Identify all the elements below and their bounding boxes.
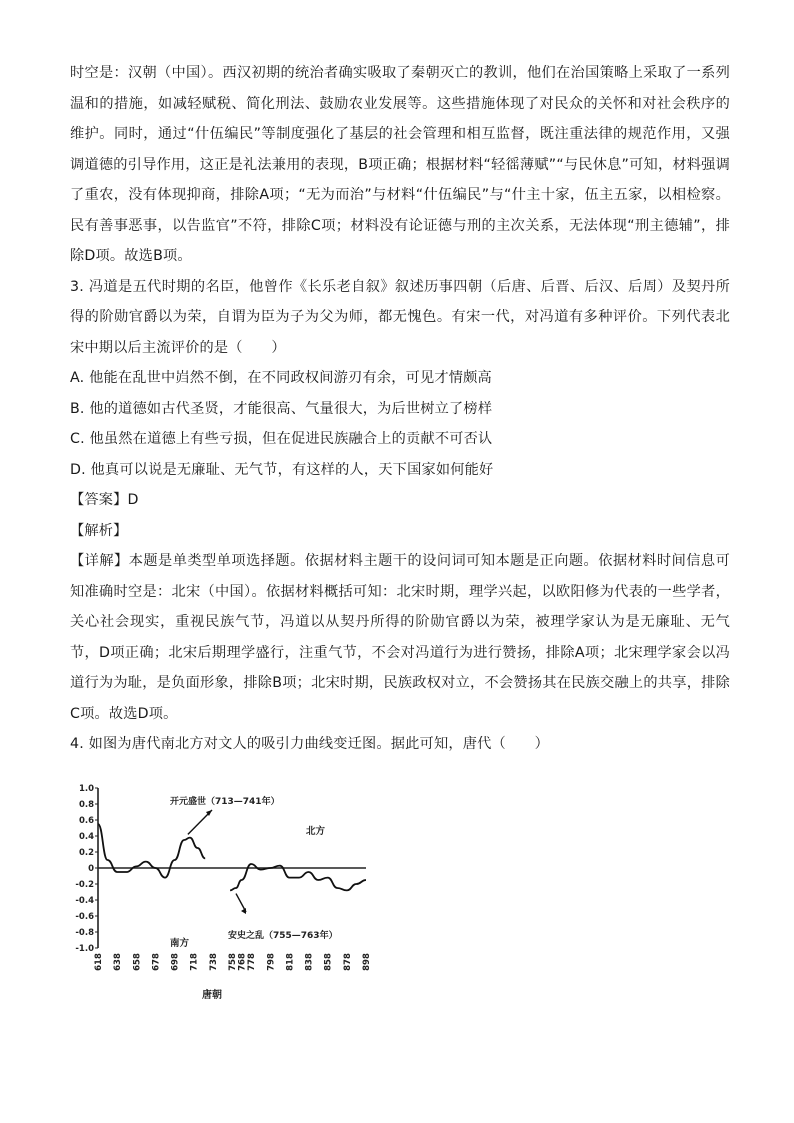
x-tick-label: 898 [362, 953, 372, 971]
annotation-south: 南方 [170, 938, 190, 949]
x-axis-label: 唐朝 [202, 990, 222, 1001]
x-tick-label: 818 [285, 953, 296, 971]
x-tick-label: 738 [208, 953, 219, 971]
detail-explanation-q3: 【详解】本题是单类型单项选择题。依据材料主题干的设问词可知本题是正向题。依据材料时间信息可知准确时空是：北宋（中国）。依据材料概括可知：北宋时期，理学兴起，以欧阳修为代表的一些学者，关心社会现实，重视民族气节，冯道以从契丹所得的阶勋官爵以为荣，被理学家认为是无廉耻、无气节，D项正确；北宋后期理学盛行，注重气节，不会对冯道行为进行赞扬，排除A项；北宋理学家会以冯道行为为耻，是负面形象，排除B项；北宋时期，民族政权对立，不会赞扬其在民族交融上的共享，排除C项。故选D项。 [70, 553, 730, 722]
x-tick-label: 758 [228, 953, 238, 971]
arrow-anshi-head [241, 908, 246, 914]
y-tick-label: 0 [88, 864, 94, 874]
analysis-label: 【解析】 [70, 522, 128, 539]
y-tick-label: -0.2 [75, 880, 94, 890]
question-3-stem: 3. 冯道是五代时期的名臣，他曾作《长乐老自叙》叙述历事四朝（后唐、后晋、后汉、后周）及契丹所得的阶勋官爵以为荣，自谓为臣为子为父为师，都无愧色。有宋一代，对冯道有多种评价。下列代表北宋中期以后主流评价的是（ ） [70, 278, 730, 356]
question-4-stem: 4. 如图为唐代南北方对文人的吸引力曲线变迁图。据此可知，唐代（ ） [70, 736, 550, 752]
x-tick-label: 718 [189, 953, 200, 971]
annotation-north: 北方 [306, 826, 326, 837]
x-tick-label: 778 [247, 953, 258, 971]
paragraph-explanation-q2: 时空是：汉朝（中国）。西汉初期的统治者确实吸取了秦朝灭亡的教训，他们在治国策略上采取了一系列温和的措施，如减轻赋税、简化刑法、鼓励农业发展等。这些措施体现了对民众的关怀和对社会秩序的维护。同时，通过“什伍编民”等制度强化了基层的社会管理和相互监督，既注重法律的规范作用，又强调道德的引导作用，这正是礼法兼用的表现，B项正确；根据材料“轻徭薄赋”“与民休息”可知，材料强调了重农，没有体现抑商，排除A项；“无为而治”与材料“什伍编民”与“什主十家，伍主五家，以相检察。民有善事恶事，以告监官”不符，排除C项；材料没有论证德与刑的主次关系，无法体现“刑主德辅”，排除D项。故选B项。 [70, 65, 730, 264]
x-tick-label: 678 [151, 953, 162, 971]
x-tick-label: 838 [304, 953, 315, 971]
y-tick-label: -0.8 [75, 928, 94, 938]
x-tick-label: 658 [132, 953, 143, 971]
x-tick-label: 798 [266, 953, 277, 971]
question-3-option-a: A. 他能在乱世中岿然不倒，在不同政权间游刃有余，可见才情颇高 [70, 370, 492, 386]
answer-label: 【答案】D [70, 492, 139, 508]
attraction-curve-chart [74, 782, 386, 1004]
question-3-option-c: C. 他虽然在道德上有些亏损，但在促进民族融合上的贡献不可否认 [70, 431, 493, 447]
y-tick-label: 0.2 [78, 848, 94, 858]
x-tick-label: 858 [323, 953, 334, 971]
chart-svg [74, 782, 386, 1004]
x-tick-label: 618 [94, 953, 104, 971]
y-tick-label: 0.8 [78, 800, 94, 810]
y-tick-label: -0.4 [75, 896, 94, 906]
x-tick-label: 878 [342, 953, 353, 971]
y-tick-label: 0.4 [78, 832, 94, 842]
series-curve-1 [98, 824, 205, 878]
annotation-kaiyuan: 开元盛世（713—741年） [170, 797, 280, 807]
question-3-option-d: D. 他真可以说是无廉耻、无气节，有这样的人，天下国家如何能好 [70, 461, 494, 478]
x-tick-label: 638 [113, 953, 124, 971]
annotation-anshi: 安史之乱（755—763年） [228, 931, 338, 941]
y-tick-label: 1.0 [78, 784, 94, 794]
document-body [70, 58, 730, 760]
y-tick-label: -1.0 [75, 944, 94, 954]
y-tick-label: -0.6 [75, 912, 94, 922]
x-tick-label: 768 [237, 953, 248, 971]
question-3-option-b: B. 他的道德如古代圣贤，才能很高、气量很大，为后世树立了榜样 [70, 400, 493, 417]
x-tick-label: 698 [170, 953, 181, 971]
y-tick-label: 0.6 [78, 816, 94, 826]
